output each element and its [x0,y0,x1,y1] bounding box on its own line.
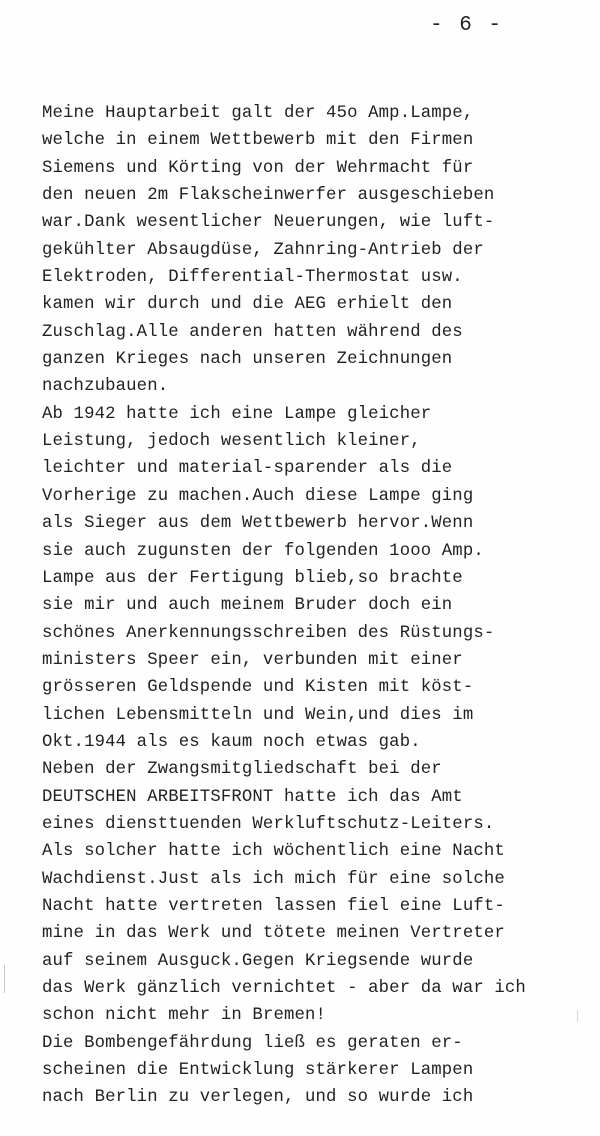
text-line: Neben der Zwangsmitgliedschaft bei der [42,760,442,780]
text-line: Elektroden, Differential-Thermostat usw. [42,268,463,288]
text-line: Vorherige zu machen.Auch diese Lampe ging [42,486,474,506]
text-line: Meine Hauptarbeit galt der 45o Amp.Lampe, [42,104,474,123]
text-line: welche in einem Wettbewerb mit den Firmen [42,131,474,151]
text-line: Okt.1944 als es kaum noch etwas gab. [42,732,421,752]
text-line: lichen Lebensmitteln und Wein,und dies im [42,705,474,725]
text-line: leichter und material-sparender als die [42,459,453,479]
text-line: ganzen Krieges nach unseren Zeichnungen [42,350,453,370]
text-line: als Sieger aus dem Wettbewerb hervor.Wenn [42,514,474,534]
body-text [42,100,582,1112]
text-line: war.Dank wesentlicher Neuerungen, wie luft- [42,213,495,233]
text-line: Leistung, jedoch wesentlich kleiner, [42,432,421,452]
text-line: nachzubauen. [42,377,169,397]
text-line: Als solcher hatte ich wöchentlich eine Nacht [42,842,505,862]
text-line: Nacht hatte vertreten lassen fiel eine Luft- [42,896,505,916]
text-line: sie auch zugunsten der folgenden 1ooo Amp. [42,541,484,561]
text-line: auf seinem Ausguck.Gegen Kriegsende wurde [42,951,474,971]
scan-edge-mark [577,1010,578,1022]
text-line: ministers Speer ein, verbunden mit einer [42,650,463,670]
text-line: Die Bombengefährdung ließ es geraten er- [42,1033,463,1053]
text-line: das Werk gänzlich vernichtet - aber da war ich [42,979,526,998]
text-line: kamen wir durch und die AEG erhielt den [42,295,453,315]
text-line: DEUTSCHEN ARBEITSFRONT hatte ich das Amt [42,787,463,807]
text-line: Siemens und Körting von der Wehrmacht für [42,158,474,178]
text-line: Lampe aus der Fertigung blieb,so brachte [42,568,463,588]
text-line: eines diensttuenden Werkluftschutz-Leiters. [42,814,495,834]
text-line: nach Berlin zu verlegen, und so wurde ich [42,1088,474,1108]
text-line: schon nicht mehr in Bremen! [42,1006,327,1026]
text-line: schönes Anerkennungsschreiben des Rüstungs- [42,623,495,643]
scan-edge-mark [4,965,5,993]
page-number: - 6 - [430,14,504,37]
text-line: Wachdienst.Just als ich mich für eine solche [42,869,505,889]
text-line: scheinen die Entwicklung stärkerer Lampen [42,1061,474,1081]
text-line: Ab 1942 hatte ich eine Lampe gleicher [42,404,432,424]
text-line: grösseren Geldspende und Kisten mit köst- [42,678,474,698]
text-line: Zuschlag.Alle anderen hatten während des [42,322,463,342]
text-line: mine in das Werk und tötete meinen Vertreter [42,924,505,944]
text-line: sie mir und auch meinem Bruder doch ein [42,596,453,616]
text-line: den neuen 2m Flakscheinwerfer ausgeschieben [42,186,495,206]
text-line: gekühlter Absaugdüse, Zahnring-Antrieb der [42,240,484,260]
